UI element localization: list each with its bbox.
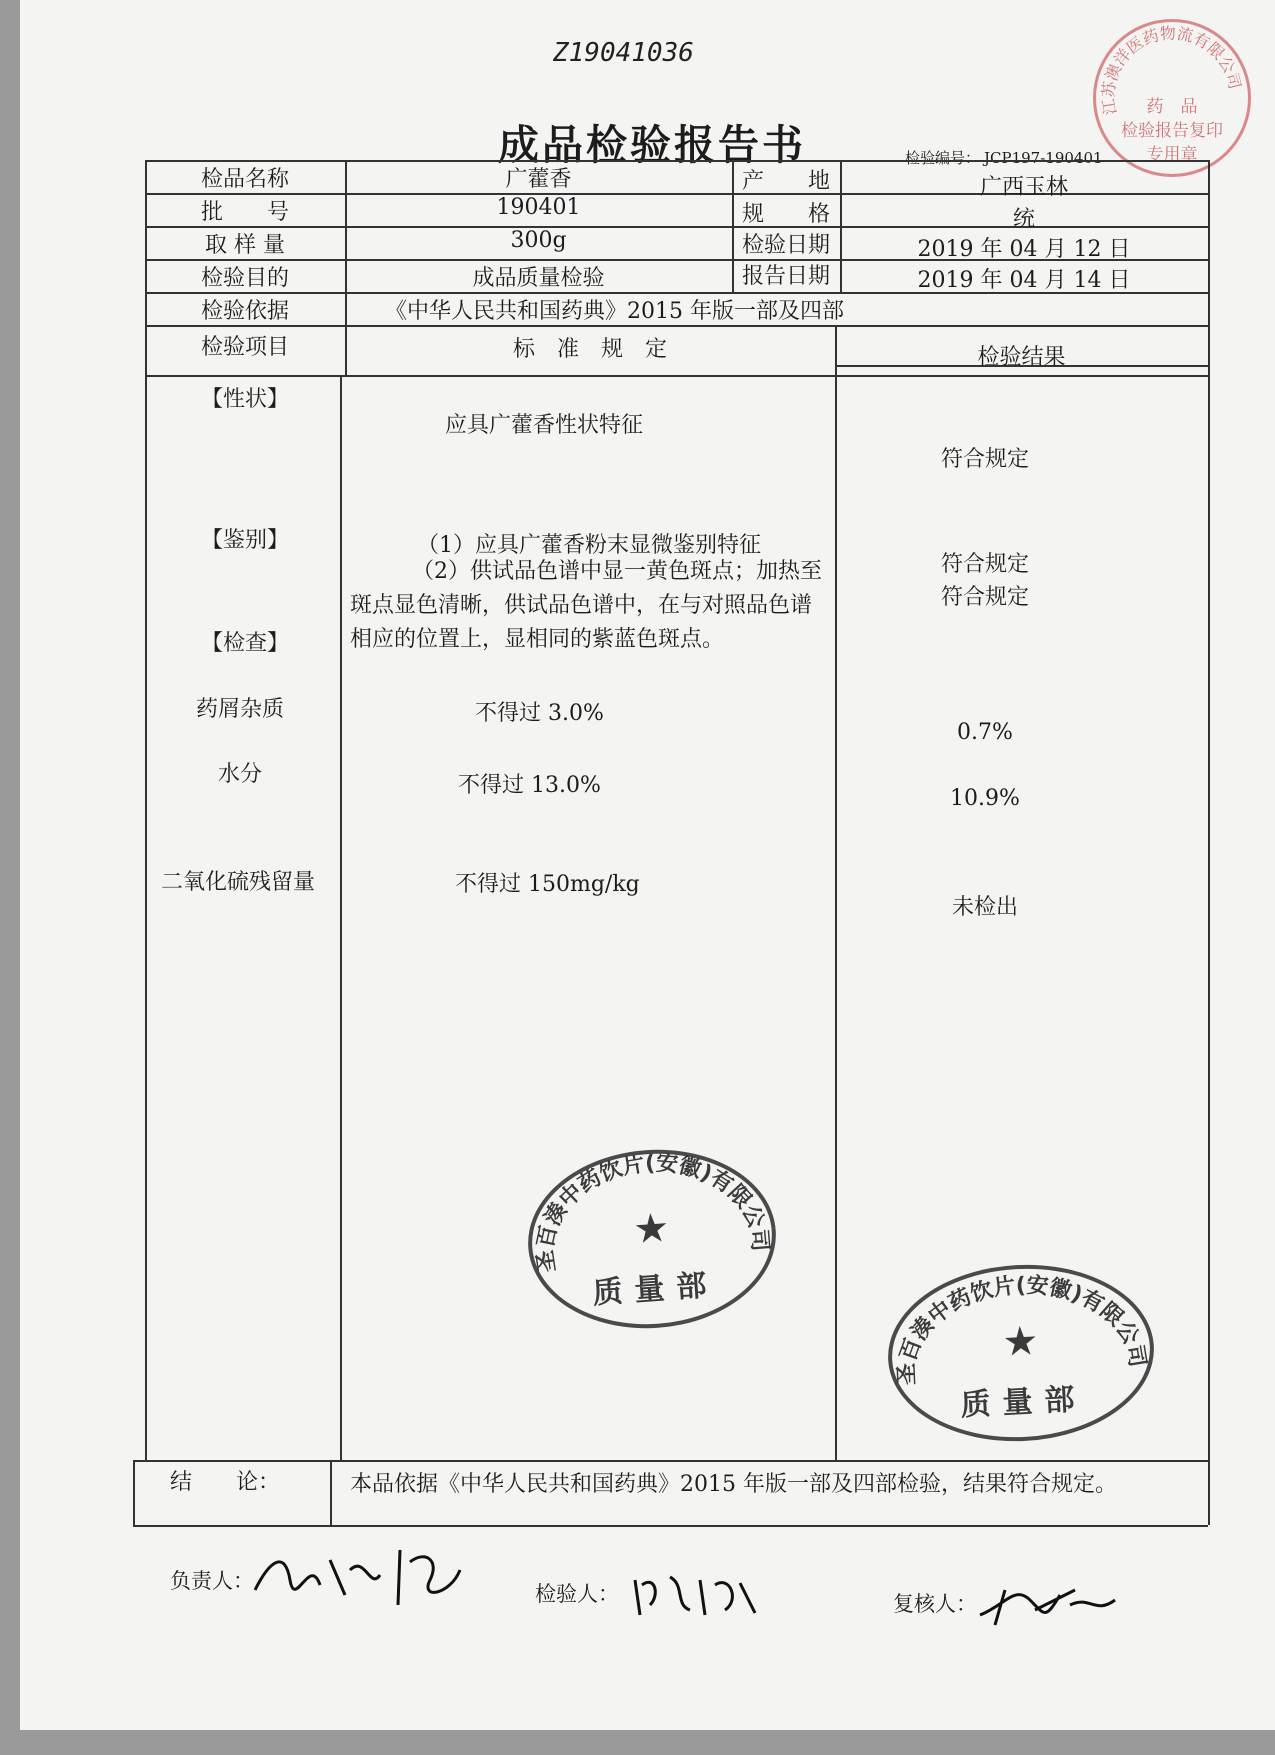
standard-header: 标 准 规 定 xyxy=(512,337,667,362)
spec-label: 规 格 xyxy=(741,202,830,227)
batch-value: 190401 xyxy=(496,195,581,220)
inspection-item-result: 未检出 xyxy=(951,895,1018,920)
star-icon: ★ xyxy=(631,1204,671,1254)
inspection-item-name: 二氧化硫残留量 xyxy=(160,870,315,895)
inspection-item-name: 水分 xyxy=(217,762,262,787)
report-number-value: JCP197-190401 xyxy=(984,149,1103,167)
quality-stamp-dept: 质量部 xyxy=(591,1267,720,1312)
handwritten-code: Z19041036 xyxy=(553,38,694,68)
inspection-item-name: 药屑杂质 xyxy=(195,697,284,722)
inspection-item-result: 10.9% xyxy=(950,786,1020,811)
svg-text:江苏澳洋医药物流有限公司: 江苏澳洋医药物流有限公司 xyxy=(1098,23,1245,117)
report-sheet xyxy=(20,0,1275,1730)
product-name-value: 广藿香 xyxy=(505,167,572,192)
report-date-value: 2019 年 04 月 14 日 xyxy=(917,268,1131,293)
inspection-item-standard: 不得过 150mg/kg xyxy=(455,872,640,897)
frame-right-line xyxy=(1208,160,1210,1525)
identification-standard-2: （2）供试品色谱中显一黄色斑点；加热至斑点显色清晰，供试品色谱中，在与对照品色谱相应的位置上，显相同的紫蓝色斑点。 xyxy=(350,559,822,652)
sample-qty-value: 300g xyxy=(510,228,567,253)
identification-standard-1: （1）应具广藿香粉末显微鉴别特征 xyxy=(417,533,761,558)
conclusion-text: 本品依据《中华人民共和国药典》2015 年版一部及四部检验，结果符合规定。 xyxy=(350,1472,1117,1497)
row-line xyxy=(145,375,1208,377)
inspection-label: 【检查】 xyxy=(200,631,289,656)
conclusion-label: 结 论： xyxy=(170,1470,281,1495)
col-line xyxy=(330,1460,332,1525)
test-date-label: 检验日期 xyxy=(741,233,830,258)
origin-label: 产 地 xyxy=(741,169,830,194)
conclusion-row-line xyxy=(133,1460,1208,1462)
test-date-value: 2019 年 04 月 12 日 xyxy=(917,237,1131,262)
col-line xyxy=(340,375,342,1460)
items-label: 检验项目 xyxy=(200,335,289,360)
purpose-value: 成品质量检验 xyxy=(472,266,605,291)
red-copy-stamp xyxy=(1093,19,1251,177)
row-line xyxy=(145,325,1208,327)
appearance-standard: 应具广藿香性状特征 xyxy=(445,413,644,438)
sample-qty-label: 取 样 量 xyxy=(205,233,285,258)
spec-value: 统 xyxy=(1012,207,1035,232)
identification-result-1: 符合规定 xyxy=(940,552,1029,577)
frame-bottom-line xyxy=(133,1525,1208,1527)
inspection-item-standard: 不得过 13.0% xyxy=(458,773,601,798)
identification-result-2: 符合规定 xyxy=(940,585,1029,610)
responsible-label: 负责人： xyxy=(170,1569,254,1593)
basis-label: 检验依据 xyxy=(200,299,289,324)
svg-text:圣百湊中药饮片(安徽)有限公司: 圣百湊中药饮片(安徽)有限公司 xyxy=(894,1273,1150,1386)
star-icon: ★ xyxy=(1001,1318,1040,1366)
responsible-signature xyxy=(250,1540,470,1610)
reviewer-signature xyxy=(975,1575,1135,1630)
origin-value: 广西玉林 xyxy=(979,175,1068,200)
reviewer-label: 复核人： xyxy=(893,1592,977,1616)
inspector-label: 检验人： xyxy=(535,1582,619,1606)
red-stamp-line-1: 药 品 xyxy=(1146,97,1198,117)
purpose-label: 检验目的 xyxy=(200,266,289,291)
quality-stamp-dept: 质量部 xyxy=(959,1381,1088,1424)
batch-label: 批 号 xyxy=(200,200,289,225)
basis-value: 《中华人民共和国药典》2015 年版一部及四部 xyxy=(385,299,844,324)
result-header: 检验结果 xyxy=(977,345,1066,370)
quality-stamp xyxy=(884,1258,1159,1448)
appearance-result: 符合规定 xyxy=(940,447,1029,472)
red-stamp-line-2: 检验报告复印 xyxy=(1121,121,1223,141)
inspector-signature xyxy=(630,1565,770,1625)
inspection-item-result: 0.7% xyxy=(957,720,1013,745)
report-date-label: 报告日期 xyxy=(741,264,830,289)
red-stamp-line-3: 专用章 xyxy=(1146,145,1198,165)
product-name-label: 检品名称 xyxy=(200,167,289,192)
svg-text:圣百湊中药饮片(安徽)有限公司: 圣百湊中药饮片(安徽)有限公司 xyxy=(533,1150,773,1274)
quality-stamp xyxy=(522,1142,782,1337)
identification-label: 【鉴别】 xyxy=(200,528,289,553)
report-number-label: 检验编号： xyxy=(905,149,981,167)
appearance-label: 【性状】 xyxy=(200,387,289,412)
page-title: 成品检验报告书 xyxy=(498,121,806,169)
frame-left-lower-line xyxy=(133,1460,135,1525)
inspection-item-standard: 不得过 3.0% xyxy=(475,701,604,726)
